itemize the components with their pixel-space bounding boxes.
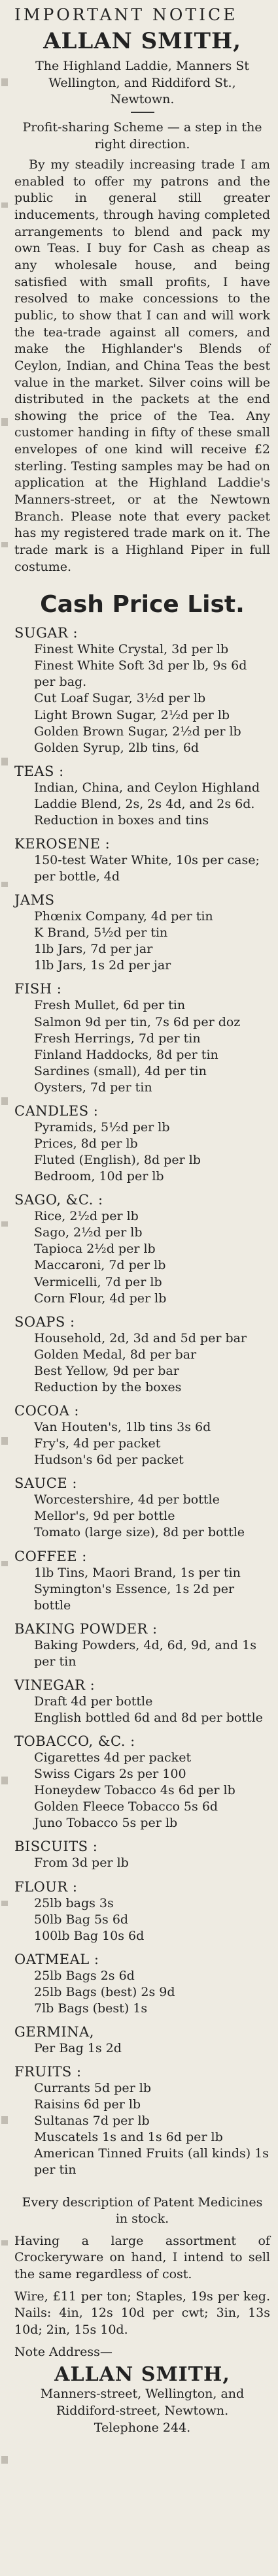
section-head: TOBACCO, &C. : [14,1733,135,1750]
section-head: FRUITS : [14,2064,82,2080]
price-section [14,1621,270,1670]
section-head: BAKING POWDER : [14,1620,158,1637]
price-section [14,892,270,974]
price-item: Mellor's, 9d per bottle [34,1509,175,1524]
price-item: Vermicelli, 7d per lb [34,1274,162,1289]
section-head: COCOA : [14,1403,79,1419]
intro-section [14,120,270,575]
price-item: Fluted (English), 8d per lb [34,1153,201,1168]
price-item: Golden Syrup, 2lb tins, 6d [34,740,200,755]
price-item: Sardines (small), 4d per tin [34,1063,207,1078]
price-item: Swiss Cigars 2s per 100 [34,1767,186,1782]
price-item: Hudson's 6d per packet [34,1453,184,1468]
paper-edge [1,0,8,2576]
section-head: SAGO, &C. : [14,1192,103,1208]
price-item: Worcestershire, 4d per bottle [34,1492,220,1507]
profit-sharing-headline: Profit-sharing Scheme — a step in the right direction. [22,120,262,152]
price-item: Golden Medal, 8d per bar [34,1347,197,1362]
notice-header [14,5,270,113]
price-item: Draft 4d per bottle [34,1694,153,1709]
price-section [14,1879,270,1944]
price-item: 25lb bags 3s [34,1895,114,1910]
section-head: SOAPS : [14,1313,75,1330]
price-item: Honeydew Tobacco 4s 6d per lb [34,1783,235,1798]
price-item: 150-test Water White, 10s per case; per bottle, 4d [34,853,260,884]
price-section [14,1733,270,1831]
price-section [14,836,270,885]
section-head: CANDLES : [14,1103,99,1119]
price-item: 1lb Tins, Maori Brand, 1s per tin [34,1565,241,1580]
price-item: Finland Haddocks, 8d per tin [34,1047,218,1062]
price-item: Maccaroni, 7d per lb [34,1258,166,1273]
section-head: SAUCE : [14,1475,77,1492]
price-item: Finest White Crystal, 3d per lb [34,642,229,657]
price-section [14,2064,270,2178]
price-item: Finest White Soft 3d per lb, 9s 6d per bag. [34,658,247,690]
price-item: Cigarettes 4d per packet [34,1750,192,1765]
price-item: Oysters, 7d per tin [34,1080,152,1095]
price-item: Bedroom, 10d per lb [34,1169,164,1184]
address-line: Newtown. [110,92,175,107]
price-section [14,1952,270,2017]
section-head: FLOUR : [14,1878,78,1895]
price-item: 25lb Bags 2s 6d [34,1968,135,1983]
section-head: GERMINA, [14,2023,94,2040]
price-item: Salmon 9d per tin, 7s 6d per doz [34,1014,241,1029]
price-item: Cut Loaf Sugar, 3½d per lb [34,691,206,706]
price-item: Raisins 6d per lb [34,2097,141,2112]
price-item: 100lb Bag 10s 6d [34,1928,145,1943]
price-section [14,2024,270,2057]
price-item: K Brand, 5½d per tin [34,926,168,941]
price-item: Currants 5d per lb [34,2081,151,2096]
price-item: American Tinned Fruits (all kinds) 1s per tin [34,2146,269,2178]
section-head: SUGAR : [14,625,78,641]
footer-shop-name: ALLAN SMITH, [54,2363,230,2387]
address-label: Note Address— [14,2344,113,2359]
price-item: Fry's, 4d per packet [34,1436,161,1451]
intro-paragraph: By my steadily increasing trade I am enabled to offer my patrons and the public in general still greater inducements, through having completed arrangements to blend and pack my own Teas. I buy for Cash as cheap as any wholesale house, and being satisfied with small profits, I have resolved to make concessions to the public, to show that I can and will work the tea-trade against all comers, and make the Highlander's Blends of Ceylon, Indian, and China Teas the best value in the market. Silver coins will be distributed in the packets at the end showing the price of the Tea. Any customer handing in fifty of these small envelopes of one kind will receive £2 sterling. Testing samples may be had on application at the Highland Laddie's Manners-street, or at the Newtown Branch. Please note that every packet has my registered trade mark on it. The trade mark is a Highland Piper in full costume. [14,157,270,574]
price-item: Fresh Herrings, 7d per tin [34,1031,201,1046]
section-head: JAMS [14,892,55,909]
price-item: Best Yellow, 9d per bar [34,1363,179,1378]
section-head: COFFEE : [14,1548,87,1564]
price-item: Phœnix Company, 4d per tin [34,909,213,924]
price-item: Symington's Essence, 1s 2d per bottle [34,1581,235,1613]
price-section [14,1192,270,1306]
section-head: OATMEAL : [14,1951,99,1967]
price-section [14,764,270,829]
price-item: 7lb Bags (best) 1s [34,2001,148,2016]
price-section [14,1839,270,1871]
price-section [14,1403,270,1468]
price-section [14,625,270,756]
price-item: 50lb Bag 5s 6d [34,1912,129,1927]
shop-address [14,58,270,108]
price-item: Light Brown Sugar, 2½d per lb [34,707,230,722]
price-item: English bottled 6d and 8d per bottle [34,1710,263,1725]
section-head: VINEGAR : [14,1677,96,1693]
price-item: Juno Tobacco 5s per lb [34,1816,178,1831]
price-section [14,1677,270,1726]
price-item: Tomato (large size), 8d per bottle [34,1525,245,1540]
price-section [14,1475,270,1541]
footer-address-line: Manners-street, Wellington, and [40,2387,245,2402]
price-item: Indian, China, and Ceylon Highland Laddie Blend, 2s, 2s 4d, and 2s 6d. Reduction in boxes and tins [34,780,260,828]
price-item: Sultanas 7d per lb [34,2114,150,2129]
address-line: Wellington, and Riddiford St., [48,75,236,90]
price-item: Pyramids, 5½d per lb [34,1119,170,1135]
price-item: 1lb Jars, 7d per jar [34,942,153,957]
price-item: Tapioca 2½d per lb [34,1242,156,1257]
price-section [14,1314,270,1396]
wire-nails-note: Wire, £11 per ton; Staples, 19s per keg. Nails: 4in, 12s 10d per cwt; 3in, 13s 10d; 2in, 15s 10d. [14,2289,270,2338]
price-item: Sago, 2½d per lb [34,1225,143,1240]
price-item: 25lb Bags (best) 2s 9d [34,1984,175,1999]
footer-telephone: Telephone 244. [94,2420,191,2435]
notice-title: IMPORTANT NOTICE [14,5,238,24]
price-list-title: Cash Price List. [40,591,245,619]
section-head: TEAS : [14,763,64,779]
price-item: Corn Flour, 4d per lb [34,1291,167,1306]
patent-medicines-note: Every description of Patent Medicines in stock. [22,2195,263,2227]
price-list [14,625,270,2178]
price-item: 1lb Jars, 1s 2d per jar [34,958,171,973]
price-item: Reduction by the boxes [34,1379,182,1394]
price-item: Per Bag 1s 2d [34,2040,122,2055]
section-head: BISCUITS : [14,1839,98,1855]
price-item: Muscatels 1s and 1s 6d per lb [34,2130,223,2145]
price-item: From 3d per lb [34,1856,129,1871]
crockery-note: Having a large assortment of Crockeryware on hand, I intend to sell the same regardless of cost. [14,2233,270,2282]
price-item: Fresh Mullet, 6d per tin [34,998,186,1013]
divider [131,112,154,113]
footer-address-line: Riddiford-street, Newtown. [56,2403,229,2418]
section-head: FISH : [14,981,62,997]
shop-name: ALLAN SMITH, [43,28,241,54]
price-item: Golden Fleece Tobacco 5s 6d [34,1799,218,1814]
price-item: Van Houten's, 1lb tins 3s 6d [34,1420,211,1435]
price-section [14,1103,270,1185]
price-item: Baking Powders, 4d, 6d, 9d, and 1s per tin [34,1637,256,1669]
price-item: Prices, 8d per lb [34,1136,138,1151]
price-item: Rice, 2½d per lb [34,1209,139,1224]
price-item: Household, 2d, 3d and 5d per bar [34,1330,247,1345]
price-section [14,981,270,1095]
address-line: The Highland Laddie, Manners St [35,59,249,73]
price-section [14,1549,270,1614]
price-item: Golden Brown Sugar, 2½d per lb [34,724,241,739]
section-head: KEROSENE : [14,836,111,852]
